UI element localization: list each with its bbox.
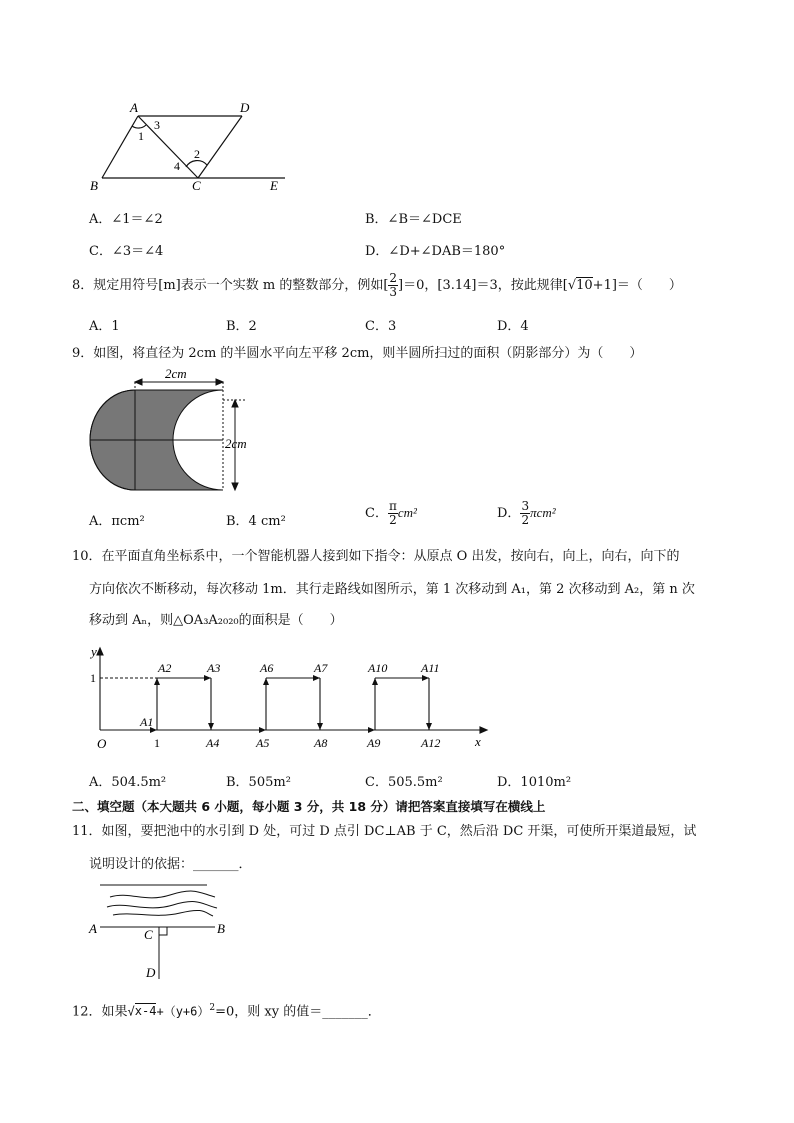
q11-label-B: B [217, 921, 225, 936]
q7-figure [80, 98, 300, 194]
q7-option-a: A．∠1＝∠2 [89, 212, 163, 227]
q7-label-A: A [130, 100, 138, 115]
q10-x-label: x [475, 734, 481, 749]
q11-label-A: A [89, 921, 97, 936]
q10-option-b: B．505m² [226, 775, 291, 790]
q10-line2: 方向依次不断移动，每次移动 1m．其行走路线如图所示，第 1 次移动到 A₁，第 2 次移动到 A₂，第 n 次 [89, 582, 695, 597]
q7-label-B: B [90, 178, 98, 193]
q10-label-A7: A7 [314, 661, 328, 675]
q7-angle-3: 3 [154, 118, 160, 132]
q10-option-d: D．1010m² [497, 775, 572, 790]
q8-sqrt: √10 [567, 278, 593, 293]
q10-label-A2: A2 [158, 661, 172, 675]
q9-option-b: B．4 cm² [226, 514, 286, 529]
q8-option-a: A．1 [89, 319, 120, 334]
q10-label-A11: A11 [421, 661, 440, 675]
q8-option-d: D．4 [497, 319, 529, 334]
q9-top-label: 2cm [165, 368, 187, 381]
q10-label-A10: A10 [368, 661, 388, 675]
q10-label-A12: A12 [421, 736, 441, 750]
q9-option-c: C． $\frac{\pi}{2}$ cm² [365, 499, 417, 527]
q11-line1: 11．如图，要把池中的水引到 D 处，可过 D 点引 DC⊥AB 于 C，然后沿 DC 开渠，可使所开渠道最短，试 [72, 824, 697, 839]
q10-label-A9: A9 [367, 736, 381, 750]
q10-x-one: 1 [154, 736, 160, 750]
q8-option-c: C．3 [365, 319, 397, 334]
q7-angle-2: 2 [194, 147, 200, 161]
q10-origin: O [97, 736, 107, 751]
q10-label-A1: A1 [140, 715, 154, 729]
q8-fraction: $\frac{2}{3}$ [389, 271, 398, 299]
q10-option-c: C．505.5m² [365, 775, 443, 790]
q7-angle-1: 1 [138, 129, 144, 143]
q7-label-D: D [240, 100, 250, 115]
q9-option-a: A．πcm² [89, 514, 145, 529]
q10-y-label: y [91, 644, 97, 659]
q7-label-C: C [192, 178, 201, 193]
q10-figure [85, 640, 495, 755]
q7-option-b: B．∠B＝∠DCE [365, 212, 462, 227]
q8-stem: 8．规定用符号[m]表示一个实数 m 的整数部分，例如[ $\frac{2}{3}$ ]＝0，[3.14]＝3，按此规律[√10+1]＝（ ） [72, 271, 682, 299]
q11-figure [85, 875, 245, 985]
q10-option-a: A．504.5m² [89, 775, 167, 790]
q9-stem: 9．如图，将直径为 2cm 的半圆水平向左平移 2cm，则半圆所扫过的面积（阴影部分）为（ ） [72, 346, 643, 361]
q11-line2: 说明设计的依据：_______． [89, 857, 252, 872]
q12-stem: 12．如果$√x-4+(y+6)^2=0$，则 xy 的值＝_______． [72, 1003, 381, 1020]
q7-option-c: C．∠3＝∠4 [89, 244, 164, 259]
q10-label-A6: A6 [260, 661, 274, 675]
q12-sqrt: √x-4 [127, 1004, 157, 1019]
q9-figure [85, 368, 270, 498]
q10-y-one: 1 [90, 671, 96, 685]
q7-option-d: D．∠D+∠DAB＝180° [365, 244, 506, 259]
q7-angle-4: 4 [174, 159, 180, 173]
q10-line3: 移动到 Aₙ，则△OA₃A₂₀₂₀的面积是（ ） [89, 613, 343, 628]
q10-label-A4: A4 [206, 736, 220, 750]
q7-label-E: E [270, 178, 278, 193]
q10-label-A8: A8 [314, 736, 328, 750]
q9-side-label: 2cm [225, 436, 247, 451]
q11-label-C: C [144, 927, 153, 942]
q10-label-A5: A5 [256, 736, 270, 750]
q10-label-A3: A3 [207, 661, 221, 675]
q10-line1: 10．在平面直角坐标系中，一个智能机器人接到如下指令：从原点 O 出发，按向右，向上，向右，向下的 [72, 549, 680, 564]
q9-option-d: D． $\frac{3}{2}$ πcm² [497, 499, 556, 527]
q11-label-D: D [146, 965, 156, 980]
section-2-title: 二、填空题（本大题共 6 小题，每小题 3 分，共 18 分）请把答案直接填写在横线上 [72, 799, 546, 814]
q8-option-b: B．2 [226, 319, 257, 334]
